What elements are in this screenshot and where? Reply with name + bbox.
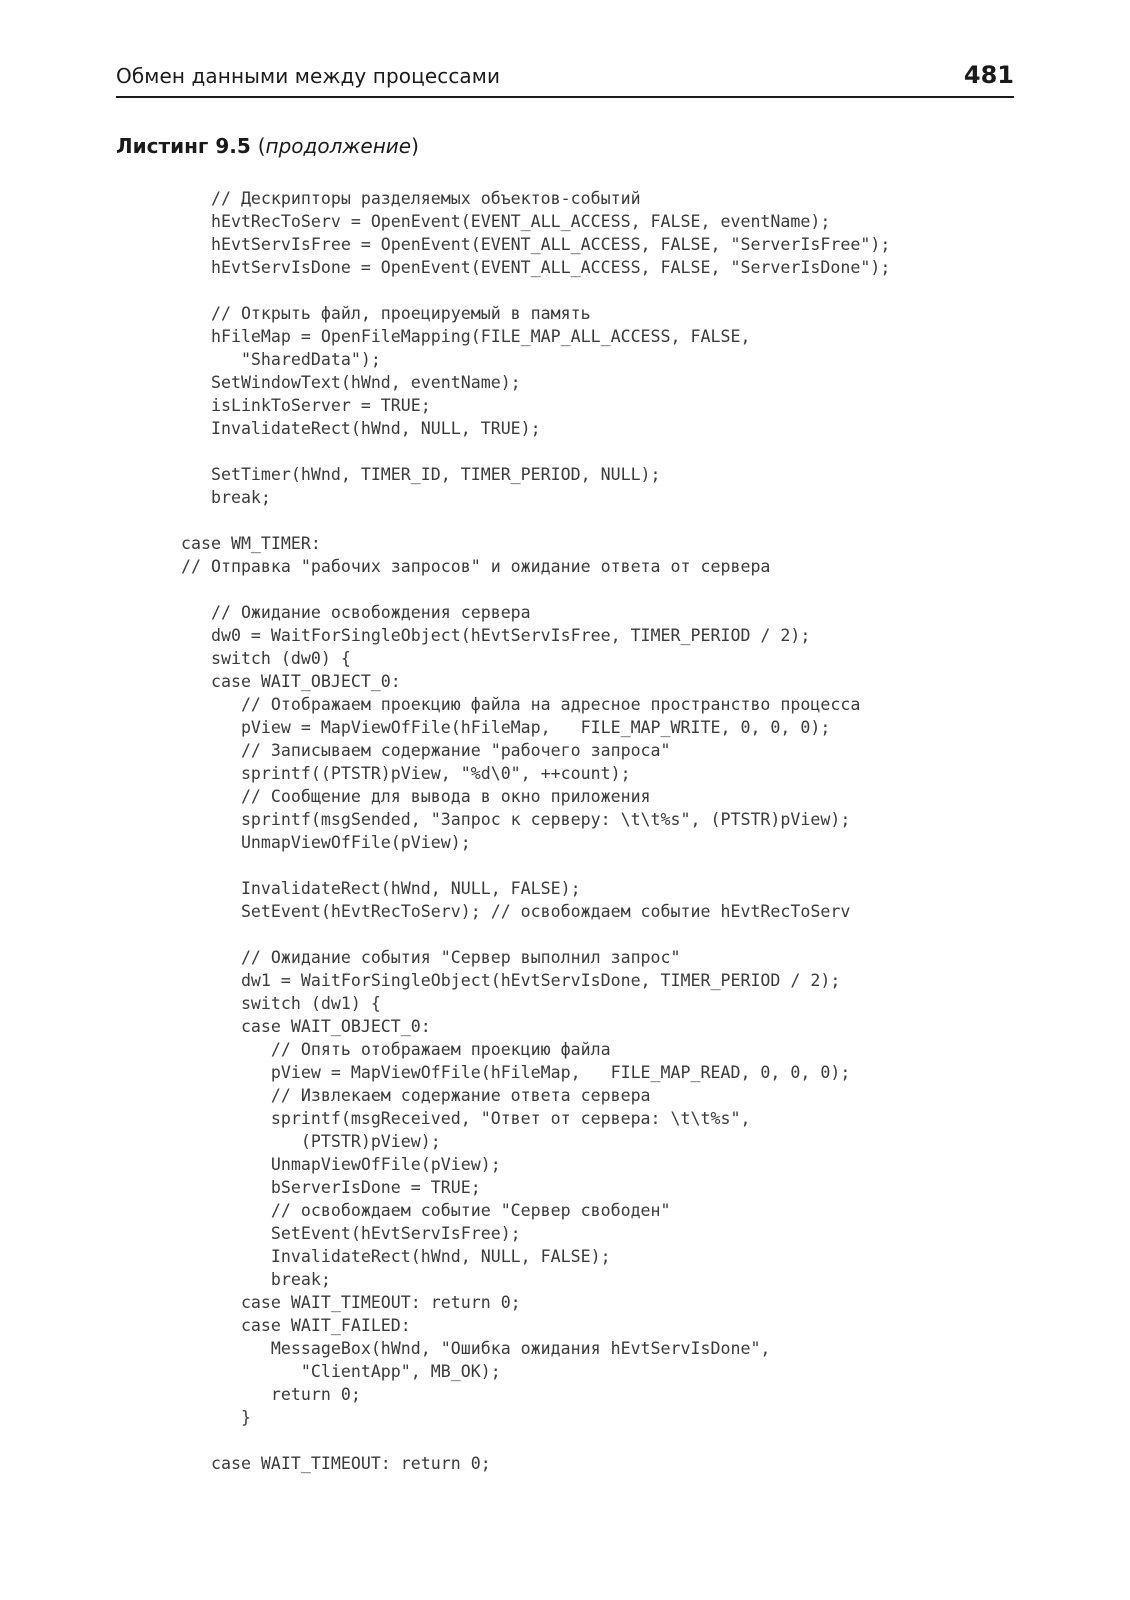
code-line: // Отправка "рабочих запросов" и ожидание ответа от сервера bbox=[181, 557, 771, 576]
code-line: InvalidateRect(hWnd, NULL, FALSE); bbox=[181, 879, 581, 898]
code-line: case WAIT_OBJECT_0: bbox=[181, 672, 401, 691]
code-line: UnmapViewOfFile(pView); bbox=[181, 1155, 501, 1174]
code-line: // Отображаем проекцию файла на адресное пространство процесса bbox=[181, 695, 861, 714]
code-line: case WAIT_TIMEOUT: return 0; bbox=[181, 1454, 491, 1473]
code-line: hEvtRecToServ = OpenEvent(EVENT_ALL_ACCESS, FALSE, eventName); bbox=[181, 212, 831, 231]
code-line: break; bbox=[181, 488, 271, 507]
code-line: } bbox=[181, 1408, 251, 1427]
page-number: 481 bbox=[963, 61, 1014, 89]
code-line bbox=[181, 923, 1041, 946]
listing-label: Листинг 9.5 bbox=[116, 134, 251, 158]
code-line: switch (dw0) { bbox=[181, 649, 351, 668]
code-line bbox=[181, 578, 1041, 601]
code-line: sprintf(msgReceived, "Ответ от сервера: \t\t%s", bbox=[181, 1109, 751, 1128]
code-line: sprintf((PTSTR)pView, "%d\0", ++count); bbox=[181, 764, 631, 783]
code-line: // Опять отображаем проекцию файла bbox=[181, 1040, 611, 1059]
code-line: // Записываем содержание "рабочего запроса" bbox=[181, 741, 671, 760]
code-line: pView = MapViewOfFile(hFileMap, FILE_MAP_WRITE, 0, 0, 0); bbox=[181, 718, 831, 737]
code-line: InvalidateRect(hWnd, NULL, FALSE); bbox=[181, 1247, 611, 1266]
code-line bbox=[181, 279, 1041, 302]
code-line: // Дескрипторы разделяемых объектов-событий bbox=[181, 189, 641, 208]
code-line: break; bbox=[181, 1270, 331, 1289]
caption-paren-close: ) bbox=[411, 134, 419, 158]
code-line: case WM_TIMER: bbox=[181, 534, 321, 553]
code-line: return 0; bbox=[181, 1385, 361, 1404]
code-line: // Ожидание освобождения сервера bbox=[181, 603, 531, 622]
code-line: SetTimer(hWnd, TIMER_ID, TIMER_PERIOD, NULL); bbox=[181, 465, 661, 484]
code-line: sprintf(msgSended, "Запрос к серверу: \t\t%s", (PTSTR)pView); bbox=[181, 810, 851, 829]
code-line: case WAIT_FAILED: bbox=[181, 1316, 411, 1335]
code-line: (PTSTR)pView); bbox=[181, 1132, 441, 1151]
code-line: // освобождаем событие "Сервер свободен" bbox=[181, 1201, 671, 1220]
code-line: "ClientApp", MB_OK); bbox=[181, 1362, 501, 1381]
code-line: // Ожидание события "Сервер выполнил запрос" bbox=[181, 948, 681, 967]
code-line bbox=[181, 509, 1041, 532]
listing-continuation: продолжение bbox=[265, 134, 412, 158]
code-line: dw1 = WaitForSingleObject(hEvtServIsDone, TIMER_PERIOD / 2); bbox=[181, 971, 841, 990]
running-title: Обмен данными между процессами bbox=[116, 64, 501, 88]
code-line: // Извлекаем содержание ответа сервера bbox=[181, 1086, 651, 1105]
code-line: case WAIT_TIMEOUT: return 0; bbox=[181, 1293, 521, 1312]
code-line: UnmapViewOfFile(pView); bbox=[181, 833, 471, 852]
code-line: "SharedData"); bbox=[181, 350, 381, 369]
listing-caption bbox=[116, 134, 419, 158]
code-listing bbox=[181, 187, 1041, 1475]
code-line: switch (dw1) { bbox=[181, 994, 381, 1013]
code-line: // Сообщение для вывода в окно приложения bbox=[181, 787, 651, 806]
running-header bbox=[116, 62, 1014, 98]
code-line bbox=[181, 1429, 1041, 1452]
code-line: hEvtServIsFree = OpenEvent(EVENT_ALL_ACCESS, FALSE, "ServerIsFree"); bbox=[181, 235, 891, 254]
code-line: hFileMap = OpenFileMapping(FILE_MAP_ALL_ACCESS, FALSE, bbox=[181, 327, 751, 346]
code-line: case WAIT_OBJECT_0: bbox=[181, 1017, 431, 1036]
code-line bbox=[181, 854, 1041, 877]
code-line: pView = MapViewOfFile(hFileMap, FILE_MAP_READ, 0, 0, 0); bbox=[181, 1063, 851, 1082]
code-line: SetEvent(hEvtServIsFree); bbox=[181, 1224, 521, 1243]
code-line: SetWindowText(hWnd, eventName); bbox=[181, 373, 521, 392]
code-line: InvalidateRect(hWnd, NULL, TRUE); bbox=[181, 419, 541, 438]
code-line: dw0 = WaitForSingleObject(hEvtServIsFree, TIMER_PERIOD / 2); bbox=[181, 626, 811, 645]
caption-paren-open: ( bbox=[257, 134, 266, 158]
code-line: MessageBox(hWnd, "Ошибка ожидания hEvtServIsDone", bbox=[181, 1339, 771, 1358]
code-line: SetEvent(hEvtRecToServ); // освобождаем событие hEvtRecToServ bbox=[181, 902, 851, 921]
code-line: isLinkToServer = TRUE; bbox=[181, 396, 431, 415]
code-line: bServerIsDone = TRUE; bbox=[181, 1178, 481, 1197]
code-line: // Открыть файл, проецируемый в память bbox=[181, 304, 591, 323]
code-line: hEvtServIsDone = OpenEvent(EVENT_ALL_ACCESS, FALSE, "ServerIsDone"); bbox=[181, 258, 891, 277]
code-line bbox=[181, 440, 1041, 463]
